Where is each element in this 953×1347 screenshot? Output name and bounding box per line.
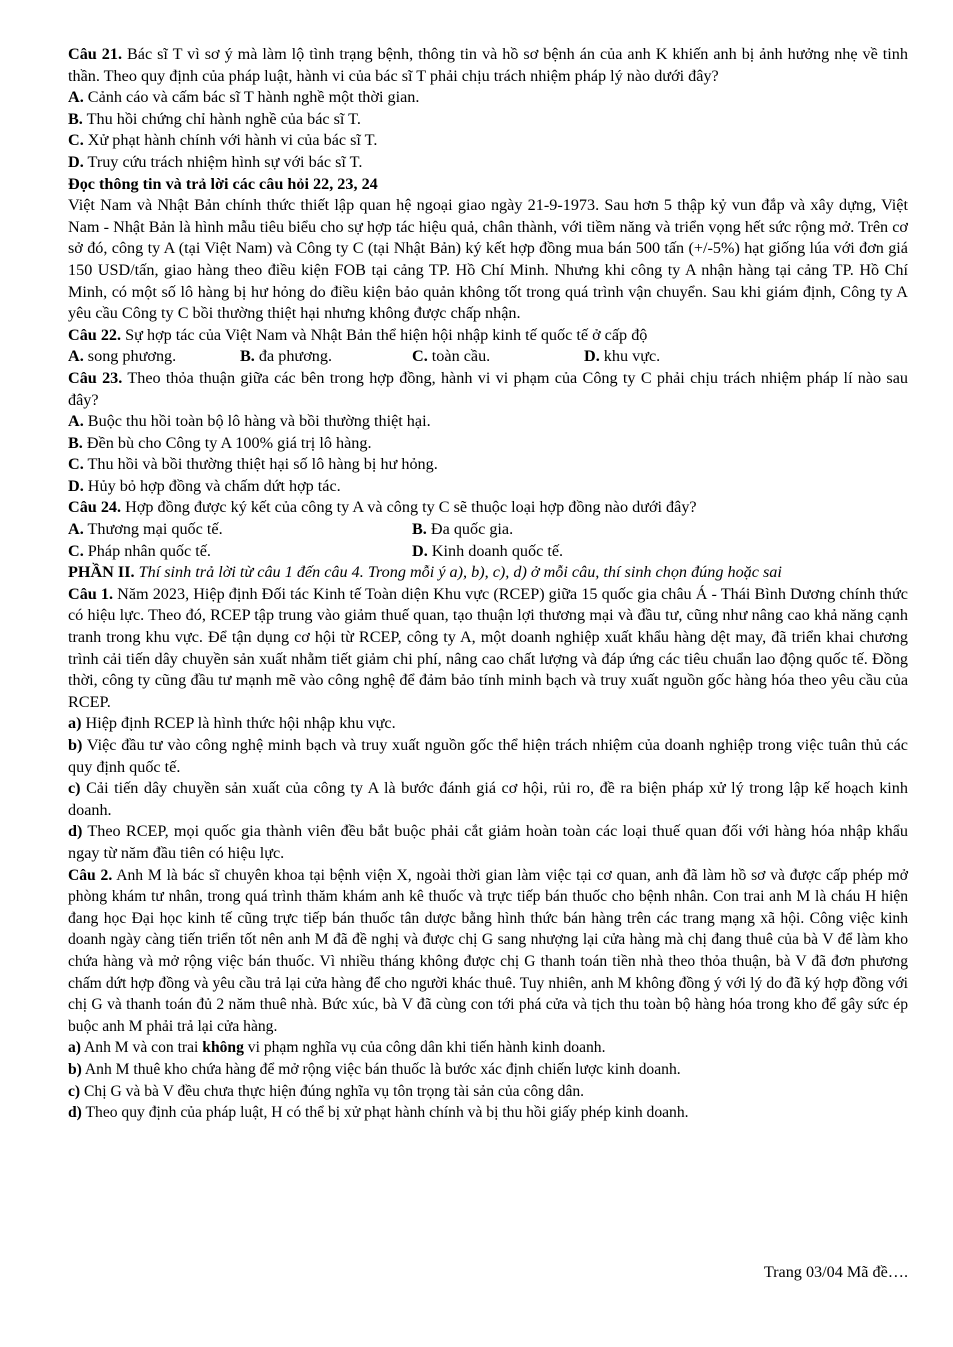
p2q1-item-a: a) Hiệp định RCEP là hình thức hội nhập khu vực. [68, 714, 396, 733]
page-footer: Trang 03/04 Mã đề…. [763, 1263, 908, 1281]
p2q2-item-a: a) Anh M và con trai không vi phạm nghĩa vụ của công dân khi tiến hành kinh doanh. [68, 1039, 606, 1057]
q24-options-row1 [68, 519, 908, 541]
reading-passage: Việt Nam và Nhật Bản chính thức thiết lập quan hệ ngoại giao ngày 21-9-1973. Sau hơn 5 thập kỷ vun đắp và xây dựng, Việt Nam - Nhật Bản là hình mẫu tiêu biểu cho sự hợp tác hiệu quả, chân thành, với tiềm năng và triển vọng hết sức rộng mở. Trên cơ sở đó, công ty A (tại Việt Nam) và Công ty C (tại Nhật Bản) ký kết hợp đồng mua bán 500 tấn (+/-5%) hạt giống lúa với đơn giá 150 USD/tấn, giao hàng theo điều kiện FOB tại cảng TP. Hồ Chí Minh. Nhưng khi công ty A nhận hàng tại cảng TP. Hồ Chí Minh, có một số lô hàng bị hư hỏng do điều kiện bảo quản không tốt trong quá trình vận chuyển. Sau khi giám định, Công ty A yêu cầu Công ty C bồi thường thiệt hại nhưng không được chấp nhận. [68, 196, 908, 323]
q24-option-a: A. Thương mại quốc tế. [68, 520, 223, 539]
q21-option-b: B. Thu hồi chứng chỉ hành nghề của bác sĩ T. [68, 109, 361, 128]
q22-options [68, 346, 908, 368]
q22-option-d: D. khu vực. [584, 347, 661, 366]
q24-option-d: D. Kinh doanh quốc tế. [412, 541, 564, 560]
question-23: Câu 23. Theo thỏa thuận giữa các bên trong hợp đồng, hành vi vi phạm của Công ty C phải chịu trách nhiệm pháp lí nào sau đây? [68, 368, 908, 409]
q23-option-c: C. Thu hồi và bồi thường thiệt hại số lô hàng bị hư hỏng. [68, 455, 438, 474]
exam-page [68, 44, 908, 1124]
p2q2-item-d: d) Theo quy định của pháp luật, H có thể bị xử phạt hành chính và bị thu hồi giấy phép kinh doanh. [68, 1104, 689, 1122]
q22-option-a: A. song phương. [68, 347, 177, 366]
q24-options-row2 [68, 541, 908, 563]
question-22: Câu 22. Sự hợp tác của Việt Nam và Nhật Bản thể hiện hội nhập kinh tế quốc tế ở cấp độ [68, 325, 648, 344]
q21-option-c: C. Xử phạt hành chính với hành vi của bác sĩ T. [68, 131, 378, 150]
question-21: Câu 21. Bác sĩ T vì sơ ý mà làm lộ tình trạng bệnh, thông tin và hồ sơ bệnh án của anh K khiến anh bị ảnh hưởng nhẹ về tinh thần. Theo quy định của pháp luật, hành vi của bác sĩ T phải chịu trách nhiệm pháp lý nào dưới đây? [68, 45, 908, 85]
q21-option-d: D. Truy cứu trách nhiệm hình sự với bác sĩ T. [68, 152, 363, 171]
p2q1-item-b: b) Việc đầu tư vào công nghệ minh bạch và truy xuất nguồn gốc thể hiện trách nhiệm của doanh nghiệp trong việc tuân thủ các quy định quốc tế. [68, 736, 908, 776]
p2q1-item-c: c) Cải tiến dây chuyền sản xuất của công ty A là bước đánh giá cơ hội, rủi ro, đề ra biện pháp xử lý trong lập kế hoạch kinh doanh. [68, 779, 908, 819]
q23-option-b: B. Đền bù cho Công ty A 100% giá trị lô hàng. [68, 433, 372, 452]
q23-option-d: D. Hủy bỏ hợp đồng và chấm dứt hợp tác. [68, 476, 341, 495]
q24-option-c: C. Pháp nhân quốc tế. [68, 541, 211, 560]
reading-heading: Đọc thông tin và trả lời các câu hỏi 22, 23, 24 [68, 174, 378, 193]
q22-option-b: B. đa phương. [240, 347, 332, 366]
part-2-heading: PHẦN II. Thí sinh trả lời từ câu 1 đến câu 4. Trong mỗi ý a), b), c), d) ở mỗi câu, thí sinh chọn đúng hoặc sai [68, 563, 782, 582]
part2-question-2: Câu 2. Anh M là bác sĩ chuyên khoa tại bệnh viện X, ngoài thời gian làm việc tại cơ quan, anh đã làm hồ sơ và được cấp phép mở phòng khám tư nhân, trong quá trình thăm khám anh kê thuốc và trực tiếp bán thuốc cho bệnh nhân. Con trai anh M là cháu H hiện đang học Đại học kinh tế cũng trực tiếp bán thuốc tân dược bằng hình thức bán hàng trên các trang mạng xã hội. Công việc kinh doanh ngày càng tiến triển tốt nên anh M đã đề nghị và được chị G sang nhượng lại cửa hàng mà chị đang thuê của bà V để làm kho chứa hàng và mở rộng việc bán thuốc. Vì nhiều tháng không được chị G thanh toán tiền nhà theo thỏa thuận, bà V đã đơn phương chấm dứt hợp đồng và yêu cầu trả lại cửa hàng để cho người khác thuê. Tuy nhiên, anh M không đồng ý với lý do đã ký hợp đồng với chị G và thanh toán đủ 2 năm thuê nhà. Bức xúc, bà V đã cùng con tới phá cửa và tịch thu toàn bộ hàng hóa trong kho để gây sức ép buộc anh M phải trả lại cửa hàng. [68, 866, 908, 1035]
q21-option-a: A. Cảnh cáo và cấm bác sĩ T hành nghề một thời gian. [68, 88, 420, 107]
q24-option-b: B. Đa quốc gia. [412, 520, 514, 539]
p2q1-item-d: d) Theo RCEP, mọi quốc gia thành viên đều bắt buộc phải cắt giảm hoàn toàn các loại thuế quan đối với hàng hóa nhập khẩu ngay từ năm đầu tiên có hiệu lực. [68, 822, 908, 862]
q22-option-c: C. toàn cầu. [412, 347, 491, 366]
q23-option-a: A. Buộc thu hồi toàn bộ lô hàng và bồi thường thiệt hại. [68, 412, 431, 431]
part2-question-1: Câu 1. Năm 2023, Hiệp định Đối tác Kinh tế Toàn diện Khu vực (RCEP) giữa 15 quốc gia châu Á - Thái Bình Dương chính thức có hiệu lực. Theo đó, RCEP tập trung vào giảm thuế quan, tạo thuận lợi thương mại và đầu tư, cũng như nâng cao khả năng cạnh tranh trong khu vực. Để tận dụng cơ hội từ RCEP, công ty A, một doanh nghiệp xuất khẩu hàng dệt may, đã triển khai chương trình cải tiến dây chuyền sản xuất nhằm tiết giảm chi phí, nâng cao chất lượng và đáp ứng các tiêu chuẩn lao động quốc tế. Đồng thời, công ty cũng đầu tư mạnh mẽ vào công nghệ để đảm bảo tính minh bạch và truy xuất nguồn gốc hàng hóa theo yêu cầu của RCEP. [68, 584, 908, 711]
p2q2-item-c: c) Chị G và bà V đều chưa thực hiện đúng nghĩa vụ tôn trọng tài sản của công dân. [68, 1082, 585, 1100]
question-24: Câu 24. Hợp đồng được ký kết của công ty A và công ty C sẽ thuộc loại hợp đồng nào dưới đây? [68, 498, 697, 517]
p2q2-item-b: b) Anh M thuê kho chứa hàng để mở rộng việc bán thuốc là bước xác định chiến lược kinh doanh. [68, 1060, 681, 1078]
